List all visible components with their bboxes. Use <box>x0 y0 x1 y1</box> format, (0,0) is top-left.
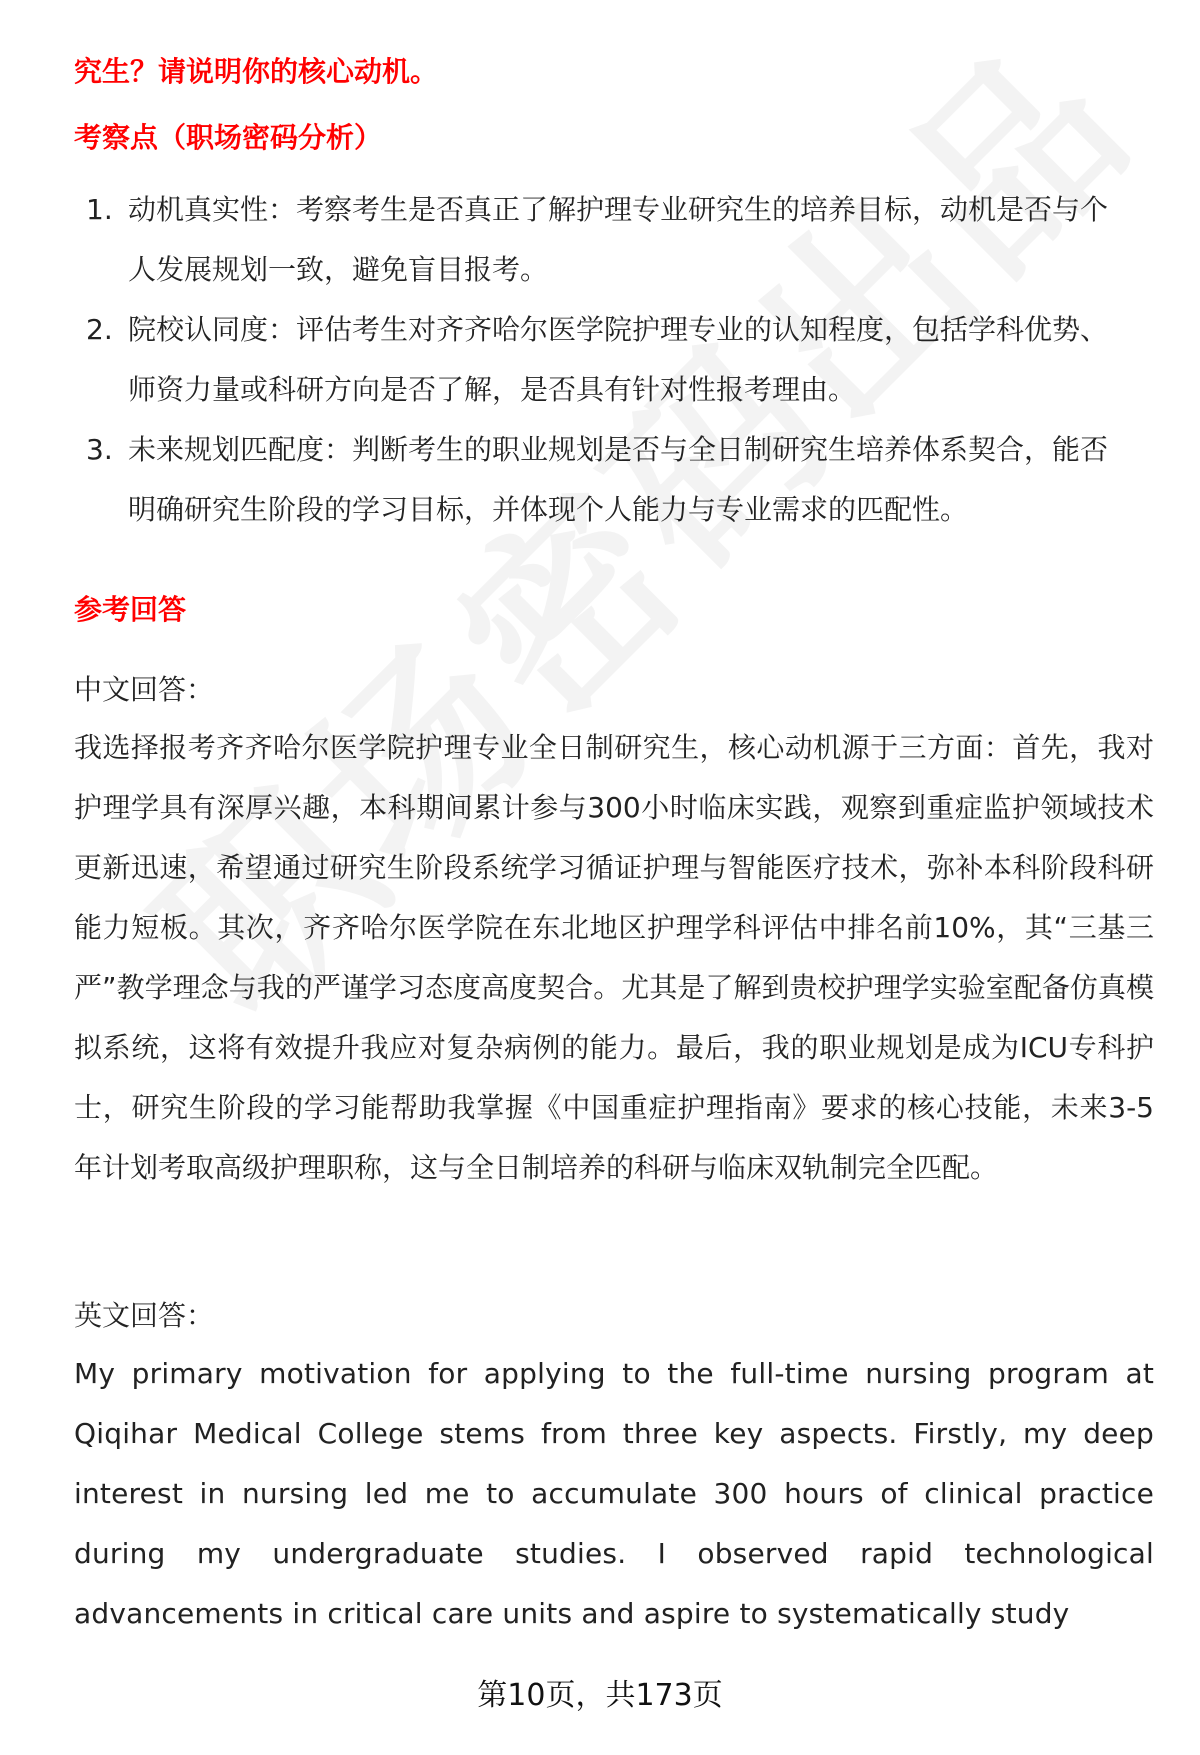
item-text: 院校认同度：评估考生对齐齐哈尔医学院护理专业的认知程度，包括学科优势、师资力量或科研方向是否了解，是否具有针对性报考理由。 <box>128 313 1109 406</box>
item-number: 1. <box>86 193 113 226</box>
english-answer-label: 英文回答： <box>74 1299 215 1332</box>
item-text: 未来规划匹配度：判断考生的职业规划是否与全日制研究生培养体系契合，能否明确研究生阶段的学习目标，并体现个人能力与专业需求的匹配性。 <box>128 433 1109 526</box>
item-number: 3. <box>86 433 113 466</box>
page-number-footer: 第10页，共173页 <box>477 1678 723 1713</box>
chinese-answer-text: 我选择报考齐齐哈尔医学院护理专业全日制研究生，核心动机源于三方面：首先，我对护理学具有深厚兴趣，本科期间累计参与300小时临床实践，观察到重症监护领域技术更新迅速，希望通过研究生阶段系统学习循证护理与智能医疗技术，弥补本科阶段科研能力短板。其次，齐齐哈尔医学院在东北地区护理学科评估中排名前10%，其“三基三严”教学理念与我的严谨学习态度高度契合。尤其是了解到贵校护理学实验室配备仿真模拟系统，这将有效提升我应对复杂病例的能力。最后，我的职业规划是成为ICU专科护士，研究生阶段的学习能帮助我掌握《中国重症护理指南》要求的核心技能，未来3-5年计划考取高级护理职称，这与全日制培养的科研与临床双轨制完全匹配。 <box>74 731 1154 1184</box>
chinese-answer-label: 中文回答： <box>74 673 215 706</box>
english-answer-text: My primary motivation for applying to the full-time nursing program at Qiqihar Medical College stems from three key aspects. Firstly, my deep interest in nursing led me to accumulate 300 hours of clinical practice during my undergraduate studies. I observed rapid technological advancements in critical care units and aspire to systematically study <box>74 1357 1154 1630</box>
reference-answer-title: 参考回答 <box>74 593 187 626</box>
item-text: 动机真实性：考察考生是否真正了解护理专业研究生的培养目标，动机是否与个人发展规划一致，避免盲目报考。 <box>128 193 1109 286</box>
exam-points-title: 考察点（职场密码分析） <box>74 121 383 154</box>
question-heading-continued: 究生？请说明你的核心动机。 <box>74 55 439 88</box>
item-number: 2. <box>86 313 113 346</box>
